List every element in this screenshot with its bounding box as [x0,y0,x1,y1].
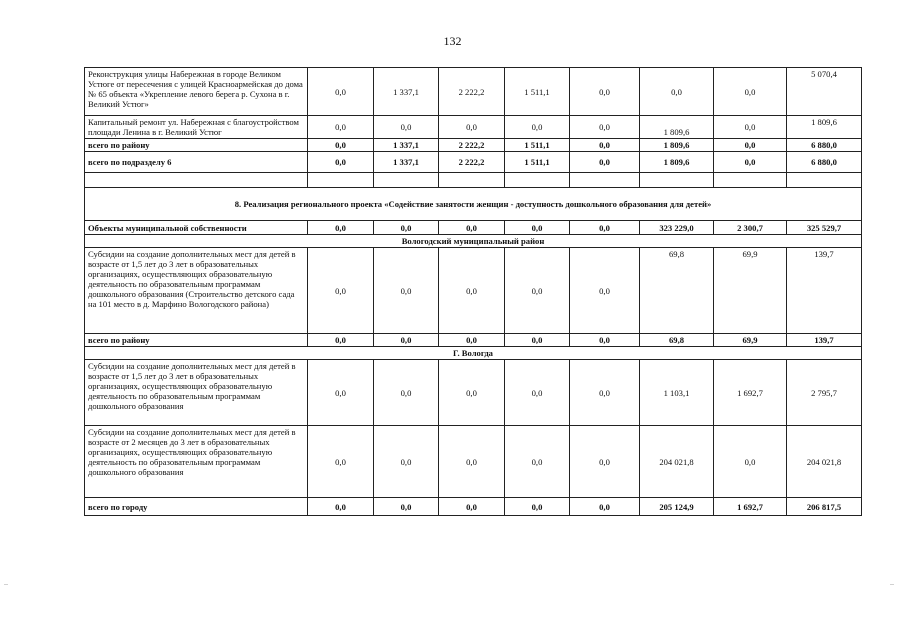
total-cell: 1 809,6 [787,116,862,139]
total-cell: 6 880,0 [787,152,862,173]
value-cell: 0,0 [374,248,439,334]
value-cell: 205 124,9 [640,498,714,516]
value-cell: 0,0 [505,498,570,516]
value-cell: 2 300,7 [714,221,787,235]
row-description: Субсидии на создание дополнительных мест для детей в возрасте от 1,5 лет до 3 лет в образовательных организациях, осуществляющих образовательную деятельность по образовательным программам дошкольного образования (Строительство детского сада на 101 место в д. Марфино Вологодского района) [85,248,308,334]
table-row [85,116,862,139]
total-label: всего по району [85,334,308,347]
empty-cell [787,173,862,188]
value-cell: 0,0 [714,426,787,498]
value-cell: 0,0 [308,116,374,139]
value-cell: 0,0 [714,139,787,152]
value-cell: 0,0 [640,68,714,116]
value-cell: 1 511,1 [505,68,570,116]
value-cell: 0,0 [374,334,439,347]
value-cell: 0,0 [439,498,505,516]
value-cell: 0,0 [308,248,374,334]
value-cell: 0,0 [439,426,505,498]
value-cell: 69,9 [714,334,787,347]
empty-cell [714,173,787,188]
value-cell: 0,0 [570,498,640,516]
value-cell: 1 337,1 [374,68,439,116]
value-cell: 69,9 [714,248,787,334]
empty-cell [374,173,439,188]
value-cell: 0,0 [714,68,787,116]
table-row [85,68,862,116]
total-cell: 5 070,4 [787,68,862,116]
value-cell: 0,0 [439,116,505,139]
budget-table [84,67,862,516]
row-description: Капитальный ремонт ул. Набережная с благоустройством площади Ленина в г. Великий Устюг [85,116,308,139]
value-cell: 0,0 [374,360,439,426]
total-cell: 325 529,7 [787,221,862,235]
value-cell: 1 511,1 [505,152,570,173]
value-cell: 0,0 [570,139,640,152]
value-cell: 0,0 [714,116,787,139]
total-label: Объекты муниципальной собственности [85,221,308,235]
value-cell: 0,0 [374,221,439,235]
value-cell: 1 809,6 [640,139,714,152]
total-row [85,221,862,235]
value-cell: 0,0 [505,426,570,498]
value-cell: 0,0 [505,248,570,334]
table-row [85,426,862,498]
value-cell: 204 021,8 [640,426,714,498]
value-cell: 1 692,7 [714,498,787,516]
subsection-heading: Вологодский муниципальный район [85,235,862,248]
value-cell: 0,0 [505,116,570,139]
total-row [85,498,862,516]
row-description: Субсидии на создание дополнительных мест для детей в возрасте от 2 месяцев до 3 лет в образовательных организациях, осуществляющих образовательную деятельность по образовательным программам дошкольного образования [85,426,308,498]
table-row [85,360,862,426]
value-cell: 0,0 [505,221,570,235]
empty-cell [439,173,505,188]
value-cell: 0,0 [505,334,570,347]
value-cell: 0,0 [374,498,439,516]
value-cell: 1 337,1 [374,139,439,152]
value-cell: 0,0 [570,152,640,173]
value-cell: 0,0 [308,360,374,426]
value-cell: 1 511,1 [505,139,570,152]
value-cell: 0,0 [308,152,374,173]
value-cell: 0,0 [570,221,640,235]
value-cell: 0,0 [374,426,439,498]
subsection-heading: Г. Вологда [85,347,862,360]
value-cell: 0,0 [308,139,374,152]
value-cell: 1 337,1 [374,152,439,173]
empty-cell [505,173,570,188]
value-cell: 2 222,2 [439,152,505,173]
spacer-row [85,173,862,188]
value-cell: 69,8 [640,334,714,347]
subsection-heading-row [85,347,862,360]
empty-cell [85,173,308,188]
empty-cell [308,173,374,188]
page-number: 132 [443,34,462,48]
value-cell: 0,0 [570,426,640,498]
total-cell: 6 880,0 [787,139,862,152]
total-row [85,334,862,347]
total-cell: 206 817,5 [787,498,862,516]
value-cell: 0,0 [308,221,374,235]
empty-cell [640,173,714,188]
row-description: Реконструкция улицы Набережная в городе Великом Устюге от пересечения с улицей Красноармейская до дома № 65 объекта «Укрепление левого берега р. Сухона в г. Великий Устюг» [85,68,308,116]
value-cell: 0,0 [308,498,374,516]
total-cell: 204 021,8 [787,426,862,498]
value-cell: 0,0 [308,334,374,347]
total-row [85,139,862,152]
value-cell: 0,0 [570,248,640,334]
section-heading: 8. Реализация регионального проекта «Содействие занятости женщин - доступность дошкольного образования для детей» [85,188,862,221]
value-cell: 2 222,2 [439,139,505,152]
right-edge-mark: .. [890,578,894,587]
section-heading-row [85,188,862,221]
table-row [85,248,862,334]
left-edge-mark: .. [4,578,8,587]
total-cell: 2 795,7 [787,360,862,426]
value-cell: 1 809,6 [640,152,714,173]
value-cell: 0,0 [439,334,505,347]
total-cell: 139,7 [787,248,862,334]
row-description: Субсидии на создание дополнительных мест для детей в возрасте от 1,5 лет до 3 лет в образовательных организациях, осуществляющих образовательную деятельность по образовательным программам дошкольного образования [85,360,308,426]
value-cell: 1 103,1 [640,360,714,426]
value-cell: 1 692,7 [714,360,787,426]
value-cell: 0,0 [439,360,505,426]
total-label: всего по подразделу 6 [85,152,308,173]
value-cell: 0,0 [505,360,570,426]
total-row [85,152,862,173]
total-label: всего по району [85,139,308,152]
total-cell: 139,7 [787,334,862,347]
value-cell: 323 229,0 [640,221,714,235]
empty-cell [570,173,640,188]
value-cell: 0,0 [308,426,374,498]
value-cell: 2 222,2 [439,68,505,116]
value-cell: 69,8 [640,248,714,334]
value-cell: 0,0 [439,221,505,235]
subsection-heading-row [85,235,862,248]
value-cell: 0,0 [570,334,640,347]
value-cell: 0,0 [570,68,640,116]
value-cell: 0,0 [570,116,640,139]
total-label: всего по городу [85,498,308,516]
value-cell: 1 809,6 [640,116,714,139]
value-cell: 0,0 [439,248,505,334]
value-cell: 0,0 [714,152,787,173]
value-cell: 0,0 [570,360,640,426]
value-cell: 0,0 [308,68,374,116]
value-cell: 0,0 [374,116,439,139]
